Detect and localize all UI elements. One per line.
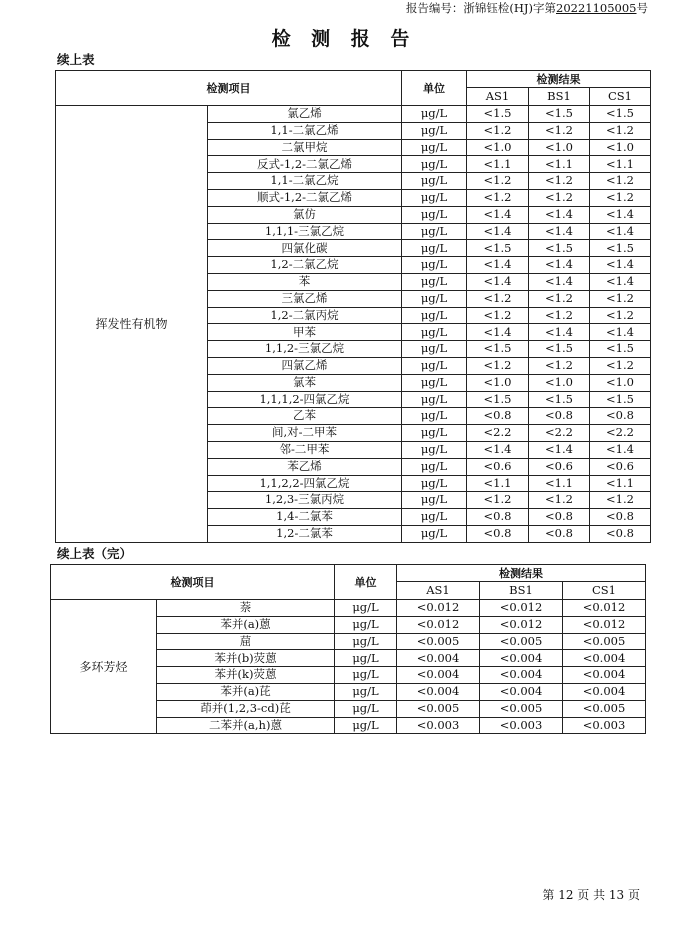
result-cell: <1.4 <box>467 206 529 223</box>
report-number <box>406 0 648 16</box>
unit-cell: μg/L <box>335 717 397 734</box>
result-cell: <1.0 <box>529 374 590 391</box>
result-cell: <1.5 <box>467 106 529 123</box>
result-cell: <1.1 <box>467 156 529 173</box>
analyte-name: 氯仿 <box>208 206 402 223</box>
result-cell: <0.005 <box>563 633 646 650</box>
analyte-name: 1,4-二氯苯 <box>208 509 402 526</box>
result-cell: <1.2 <box>467 492 529 509</box>
unit-cell: μg/L <box>335 700 397 717</box>
analyte-name: 䓛 <box>157 633 335 650</box>
analyte-name: 苯 <box>208 273 402 290</box>
result-cell: <0.003 <box>480 717 563 734</box>
result-cell: <1.2 <box>467 189 529 206</box>
analyte-name: 氯乙烯 <box>208 106 402 123</box>
result-cell: <1.4 <box>590 223 651 240</box>
result-cell: <0.004 <box>480 683 563 700</box>
result-cell: <0.004 <box>563 667 646 684</box>
unit-cell: μg/L <box>335 667 397 684</box>
result-cell: <1.5 <box>590 341 651 358</box>
result-cell: <1.2 <box>529 307 590 324</box>
analyte-name: 1,2-二氯苯 <box>208 525 402 542</box>
result-cell: <1.4 <box>529 324 590 341</box>
analyte-name: 苯并(a)蒽 <box>157 616 335 633</box>
unit-cell: μg/L <box>402 307 467 324</box>
unit-cell: μg/L <box>402 509 467 526</box>
result-cell: <1.5 <box>590 391 651 408</box>
result-cell: <1.2 <box>467 290 529 307</box>
page-number: 第 12 页 共 13 页 <box>542 888 640 902</box>
unit-cell: μg/L <box>402 206 467 223</box>
analyte-name: 四氯化碳 <box>208 240 402 257</box>
group-label: 多环芳烃 <box>51 600 157 734</box>
result-cell: <1.1 <box>529 156 590 173</box>
result-cell: <1.0 <box>467 374 529 391</box>
result-cell: <0.004 <box>397 683 480 700</box>
header-result: 检测结果 <box>467 71 651 88</box>
result-cell: <0.003 <box>563 717 646 734</box>
result-cell: <1.4 <box>467 257 529 274</box>
result-cell: <0.8 <box>467 509 529 526</box>
unit-cell: μg/L <box>402 257 467 274</box>
result-cell: <0.005 <box>563 700 646 717</box>
analyte-name: 乙苯 <box>208 408 402 425</box>
result-cell: <1.2 <box>590 307 651 324</box>
unit-cell: μg/L <box>402 475 467 492</box>
unit-cell: μg/L <box>402 525 467 542</box>
result-cell: <0.8 <box>529 509 590 526</box>
table-row <box>56 106 651 123</box>
result-cell: <0.012 <box>563 600 646 617</box>
section2-label: 续上表（完） <box>57 546 133 561</box>
result-cell: <0.8 <box>529 525 590 542</box>
result-cell: <0.8 <box>467 525 529 542</box>
analyte-name: 1,1,1,2-四氯乙烷 <box>208 391 402 408</box>
result-cell: <1.4 <box>529 223 590 240</box>
header-unit: 单位 <box>335 565 397 600</box>
analyte-name: 反式-1,2-二氯乙烯 <box>208 156 402 173</box>
result-cell: <0.8 <box>467 408 529 425</box>
result-cell: <1.5 <box>590 106 651 123</box>
unit-cell: μg/L <box>335 650 397 667</box>
result-cell: <1.1 <box>590 475 651 492</box>
analyte-name: 苯乙烯 <box>208 458 402 475</box>
unit-cell: μg/L <box>335 616 397 633</box>
result-cell: <1.4 <box>590 324 651 341</box>
result-cell: <0.004 <box>480 650 563 667</box>
result-cell: <0.012 <box>397 616 480 633</box>
unit-cell: μg/L <box>402 458 467 475</box>
result-cell: <1.5 <box>467 341 529 358</box>
result-cell: <1.2 <box>529 173 590 190</box>
result-cell: <1.4 <box>529 257 590 274</box>
header-sample: BS1 <box>529 88 590 106</box>
analyte-name: 二氯甲烷 <box>208 139 402 156</box>
result-cell: <1.2 <box>467 173 529 190</box>
result-cell: <1.5 <box>590 240 651 257</box>
analyte-name: 茚并(1,2,3-cd)芘 <box>157 700 335 717</box>
result-cell: <1.0 <box>529 139 590 156</box>
result-cell: <1.2 <box>529 290 590 307</box>
result-cell: <0.004 <box>397 650 480 667</box>
header-result: 检测结果 <box>397 565 646 582</box>
unit-cell: μg/L <box>402 156 467 173</box>
unit-cell: μg/L <box>402 341 467 358</box>
result-cell: <1.1 <box>467 475 529 492</box>
unit-cell: μg/L <box>402 374 467 391</box>
analyte-name: 三氯乙烯 <box>208 290 402 307</box>
analyte-name: 苯并(k)荧蒽 <box>157 667 335 684</box>
result-cell: <1.4 <box>467 441 529 458</box>
result-cell: <1.5 <box>467 240 529 257</box>
result-cell: <0.6 <box>467 458 529 475</box>
result-cell: <0.004 <box>563 650 646 667</box>
result-cell: <1.2 <box>529 122 590 139</box>
result-cell: <1.2 <box>467 122 529 139</box>
result-cell: <0.012 <box>563 616 646 633</box>
unit-cell: μg/L <box>402 139 467 156</box>
table-row <box>51 600 646 617</box>
document-title: 检 测 报 告 <box>271 28 417 50</box>
unit-cell: μg/L <box>402 425 467 442</box>
header-sample: AS1 <box>397 582 480 600</box>
result-cell: <1.0 <box>590 139 651 156</box>
unit-cell: μg/L <box>402 273 467 290</box>
result-cell: <0.8 <box>529 408 590 425</box>
report-number-value: 20221105005 <box>556 1 637 15</box>
result-cell: <0.8 <box>590 509 651 526</box>
unit-cell: μg/L <box>402 492 467 509</box>
result-cell: <1.2 <box>529 189 590 206</box>
result-cell: <1.2 <box>467 357 529 374</box>
result-cell: <0.005 <box>397 633 480 650</box>
result-cell: <1.2 <box>590 290 651 307</box>
unit-cell: μg/L <box>402 357 467 374</box>
report-number-label: 报告编号：浙锦钰检(HJ)字第 <box>405 1 557 15</box>
unit-cell: μg/L <box>402 441 467 458</box>
header-sample: CS1 <box>563 582 646 600</box>
result-cell: <1.2 <box>529 492 590 509</box>
analyte-name: 氯苯 <box>208 374 402 391</box>
result-cell: <1.2 <box>590 189 651 206</box>
analyte-name: 间,对-二甲苯 <box>208 425 402 442</box>
analyte-name: 1,1,1-三氯乙烷 <box>208 223 402 240</box>
result-cell: <1.5 <box>529 391 590 408</box>
analyte-name: 1,1-二氯乙烯 <box>208 122 402 139</box>
unit-cell: μg/L <box>402 106 467 123</box>
result-cell: <1.4 <box>590 257 651 274</box>
result-cell: <0.012 <box>480 616 563 633</box>
analyte-name: 1,1,2,2-四氯乙烷 <box>208 475 402 492</box>
result-cell: <0.004 <box>563 683 646 700</box>
result-cell: <1.4 <box>590 273 651 290</box>
result-cell: <0.8 <box>590 408 651 425</box>
result-cell: <0.012 <box>480 600 563 617</box>
unit-cell: μg/L <box>402 223 467 240</box>
voc-results-table <box>55 70 651 543</box>
analyte-name: 1,1,2-三氯乙烷 <box>208 341 402 358</box>
unit-cell: μg/L <box>402 391 467 408</box>
result-cell: <0.003 <box>397 717 480 734</box>
result-cell: <0.005 <box>480 700 563 717</box>
result-cell: <1.1 <box>529 475 590 492</box>
header-sample: BS1 <box>480 582 563 600</box>
analyte-name: 甲苯 <box>208 324 402 341</box>
result-cell: <1.0 <box>590 374 651 391</box>
group-label: 挥发性有机物 <box>56 106 208 543</box>
analyte-name: 苯并(b)荧蒽 <box>157 650 335 667</box>
analyte-name: 萘 <box>157 600 335 617</box>
result-cell: <1.5 <box>529 240 590 257</box>
unit-cell: μg/L <box>402 173 467 190</box>
result-cell: <1.4 <box>467 223 529 240</box>
result-cell: <1.4 <box>467 273 529 290</box>
analyte-name: 二苯并(a,h)蒽 <box>157 717 335 734</box>
result-cell: <1.4 <box>467 324 529 341</box>
analyte-name: 四氯乙烯 <box>208 357 402 374</box>
result-cell: <0.012 <box>397 600 480 617</box>
result-cell: <0.004 <box>480 667 563 684</box>
unit-cell: μg/L <box>402 408 467 425</box>
result-cell: <0.8 <box>590 525 651 542</box>
result-cell: <1.4 <box>590 206 651 223</box>
result-cell: <1.4 <box>529 441 590 458</box>
unit-cell: μg/L <box>402 324 467 341</box>
result-cell: <1.0 <box>467 139 529 156</box>
result-cell: <1.2 <box>590 357 651 374</box>
result-cell: <2.2 <box>529 425 590 442</box>
result-cell: <0.004 <box>397 667 480 684</box>
result-cell: <1.5 <box>529 106 590 123</box>
analyte-name: 邻-二甲苯 <box>208 441 402 458</box>
unit-cell: μg/L <box>335 600 397 617</box>
analyte-name: 1,2-二氯丙烷 <box>208 307 402 324</box>
result-cell: <1.2 <box>590 492 651 509</box>
unit-cell: μg/L <box>402 189 467 206</box>
header-item: 检测项目 <box>51 565 335 600</box>
pah-results-table <box>50 564 646 734</box>
analyte-name: 1,1-二氯乙烷 <box>208 173 402 190</box>
result-cell: <1.5 <box>529 341 590 358</box>
result-cell: <1.2 <box>590 122 651 139</box>
result-cell: <0.6 <box>590 458 651 475</box>
header-item: 检测项目 <box>56 71 402 106</box>
result-cell: <2.2 <box>590 425 651 442</box>
result-cell: <0.005 <box>397 700 480 717</box>
result-cell: <1.4 <box>529 273 590 290</box>
header-sample: AS1 <box>467 88 529 106</box>
result-cell: <1.2 <box>467 307 529 324</box>
result-cell: <1.4 <box>590 441 651 458</box>
unit-cell: μg/L <box>402 290 467 307</box>
result-cell: <1.1 <box>590 156 651 173</box>
result-cell: <1.2 <box>590 173 651 190</box>
analyte-name: 1,2,3-三氯丙烷 <box>208 492 402 509</box>
analyte-name: 苯并(a)芘 <box>157 683 335 700</box>
analyte-name: 顺式-1,2-二氯乙烯 <box>208 189 402 206</box>
result-cell: <1.2 <box>529 357 590 374</box>
header-sample: CS1 <box>590 88 651 106</box>
unit-cell: μg/L <box>402 240 467 257</box>
result-cell: <1.4 <box>529 206 590 223</box>
result-cell: <1.5 <box>467 391 529 408</box>
result-cell: <0.005 <box>480 633 563 650</box>
result-cell: <2.2 <box>467 425 529 442</box>
unit-cell: μg/L <box>402 122 467 139</box>
unit-cell: μg/L <box>335 683 397 700</box>
unit-cell: μg/L <box>335 633 397 650</box>
report-number-suffix: 号 <box>636 1 648 15</box>
header-unit: 单位 <box>402 71 467 106</box>
result-cell: <0.6 <box>529 458 590 475</box>
section1-label: 续上表 <box>57 52 95 67</box>
analyte-name: 1,2-二氯乙烷 <box>208 257 402 274</box>
